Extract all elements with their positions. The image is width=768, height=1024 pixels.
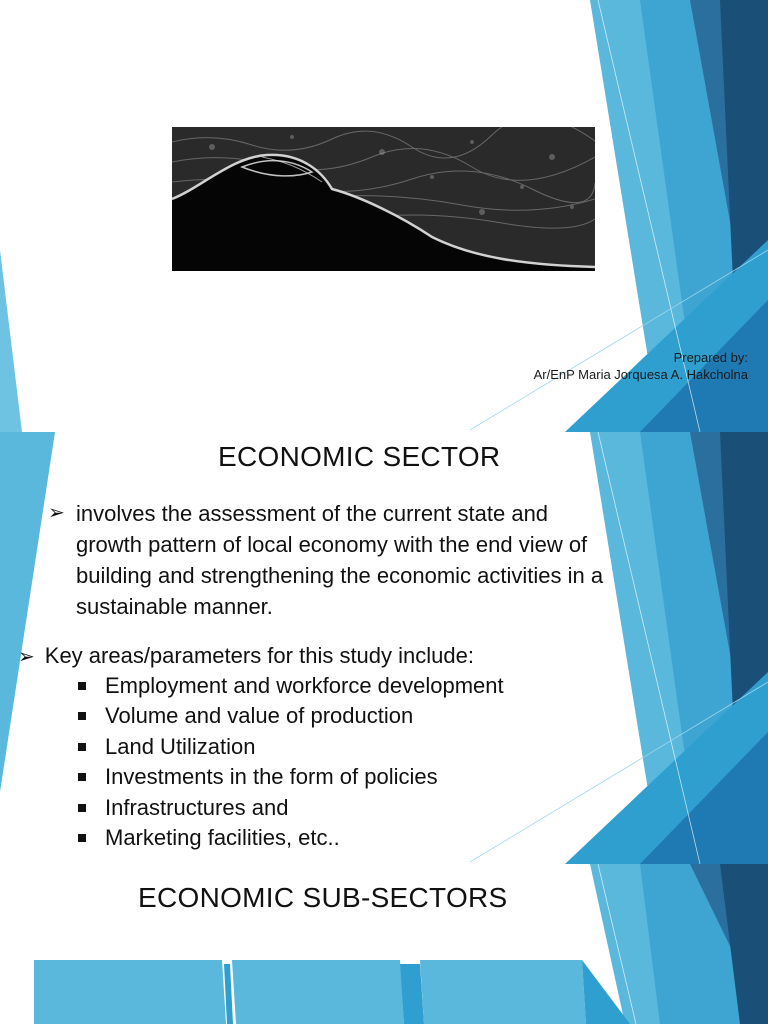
key-areas-heading bbox=[18, 641, 474, 672]
key-areas-list bbox=[74, 671, 504, 853]
economic-sub-sectors-slide bbox=[0, 864, 768, 1024]
key-areas-text: Key areas/parameters for this study include: bbox=[44, 643, 474, 668]
arrow-bullet-icon: ➢ bbox=[18, 646, 35, 668]
author-name: Ar/EnP Maria Jorquesa A. Hakcholna bbox=[533, 367, 748, 382]
ocean-shoreline-photo bbox=[172, 127, 595, 271]
prepared-by-block bbox=[534, 349, 748, 383]
intro-paragraph bbox=[48, 498, 608, 622]
list-item: Volume and value of production bbox=[74, 701, 504, 731]
title-slide bbox=[0, 0, 768, 432]
ocean-waves-graphic bbox=[172, 127, 595, 271]
list-item: Investments in the form of policies bbox=[74, 762, 504, 792]
economic-sector-slide bbox=[0, 432, 768, 864]
arrow-bullet-icon: ➢ bbox=[48, 502, 65, 524]
list-item: Marketing facilities, etc.. bbox=[74, 823, 504, 853]
slide-title: ECONOMIC SECTOR bbox=[218, 441, 501, 472]
intro-paragraph-text: involves the assessment of the current state and growth pattern of local economy with the end view of building and strengthening the economic activities in a sustainable manner. bbox=[76, 501, 604, 619]
slide-title: ECONOMIC SUB-SECTORS bbox=[138, 882, 508, 913]
list-item: Land Utilization bbox=[74, 732, 504, 762]
list-item: Infrastructures and bbox=[74, 793, 504, 823]
prepared-by-label: Prepared by: bbox=[673, 350, 748, 365]
list-item: Employment and workforce development bbox=[74, 671, 504, 701]
